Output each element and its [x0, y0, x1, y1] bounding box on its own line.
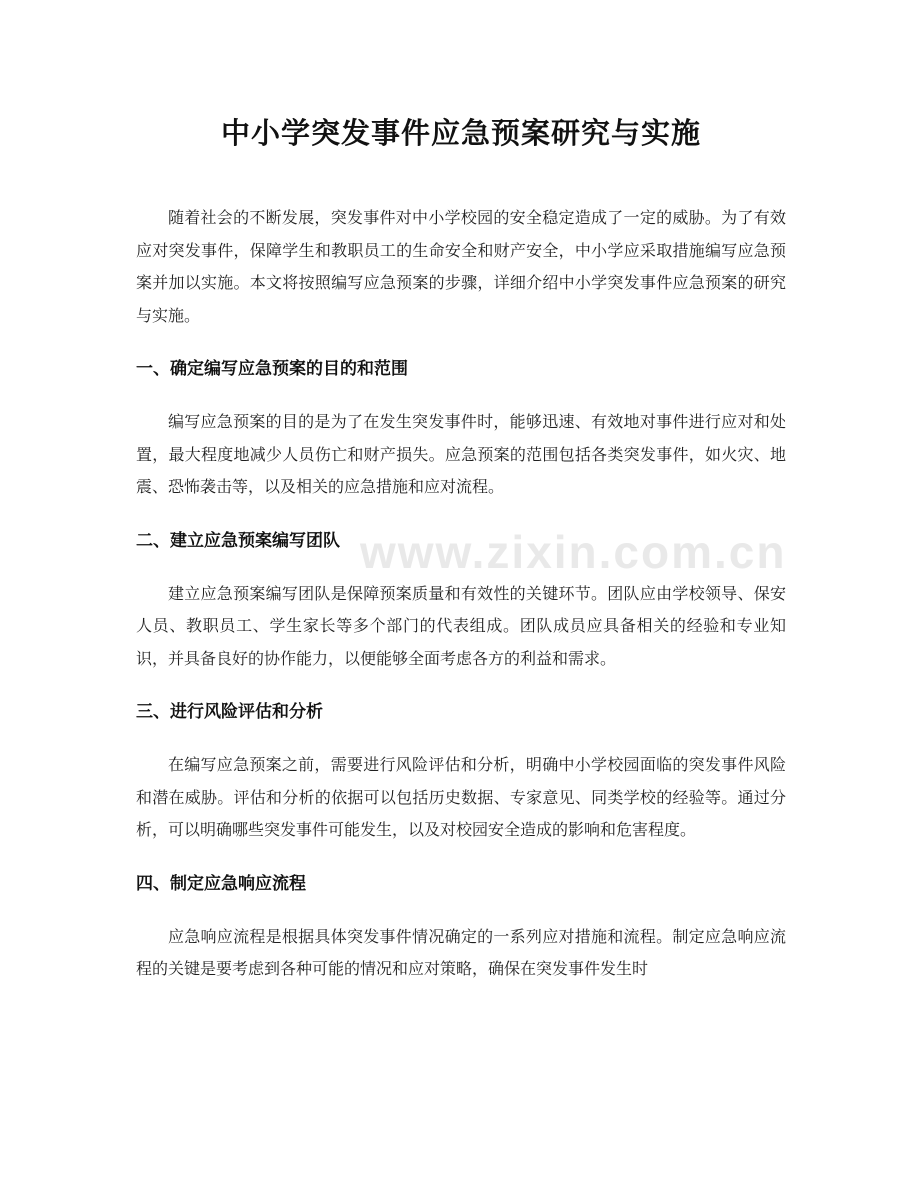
intro-paragraph: 随着社会的不断发展，突发事件对中小学校园的安全稳定造成了一定的威胁。为了有效应对突发事件，保障学生和教职员工的生命安全和财产安全，中小学应采取措施编写应急预案并加以实施。本文将按照编写应急预案的步骤，详细介绍中小学突发事件应急预案的研究与实施。: [136, 208, 786, 325]
section-4: [136, 871, 786, 986]
section-paragraph: 编写应急预案的目的是为了在发生突发事件时，能够迅速、有效地对事件进行应对和处置，最大程度地减少人员伤亡和财产损失。应急预案的范围包括各类突发事件，如火灾、地震、恐怖袭击等，以及相关的应急措施和应对流程。: [136, 412, 786, 496]
watermark: www.zixin.com.cn: [360, 526, 787, 578]
section-paragraph: 应急响应流程是根据具体突发事件情况确定的一系列应对措施和流程。制定应急响应流程的关键是要考虑到各种可能的情况和应对策略，确保在突发事件发生时: [136, 926, 786, 978]
section-heading: 三、进行风险评估和分析: [136, 702, 323, 722]
section-heading: 一、确定编写应急预案的目的和范围: [136, 359, 408, 379]
section-paragraph: 在编写应急预案之前，需要进行风险评估和分析，明确中小学校园面临的突发事件风险和潜在威胁。评估和分析的依据可以包括历史数据、专家意见、同类学校的经验等。通过分析，可以明确哪些突发事件可能发生，以及对校园安全造成的影响和危害程度。: [136, 755, 786, 839]
document-content: [136, 108, 786, 986]
section-2: [136, 528, 786, 676]
section-paragraph: 建立应急预案编写团队是保障预案质量和有效性的关键环节。团队应由学校领导、保安人员、教职员工、学生家长等多个部门的代表组成。团队成员应具备相关的经验和专业知识，并具备良好的协作能力，以便能够全面考虑各方的利益和需求。: [136, 583, 786, 668]
section-1: [136, 356, 786, 504]
section-3: [136, 699, 786, 847]
document-title: 中小学突发事件应急预案研究与实施: [220, 116, 701, 150]
section-heading: 四、制定应急响应流程: [136, 873, 306, 894]
section-heading: 二、建立应急预案编写团队: [136, 530, 340, 551]
